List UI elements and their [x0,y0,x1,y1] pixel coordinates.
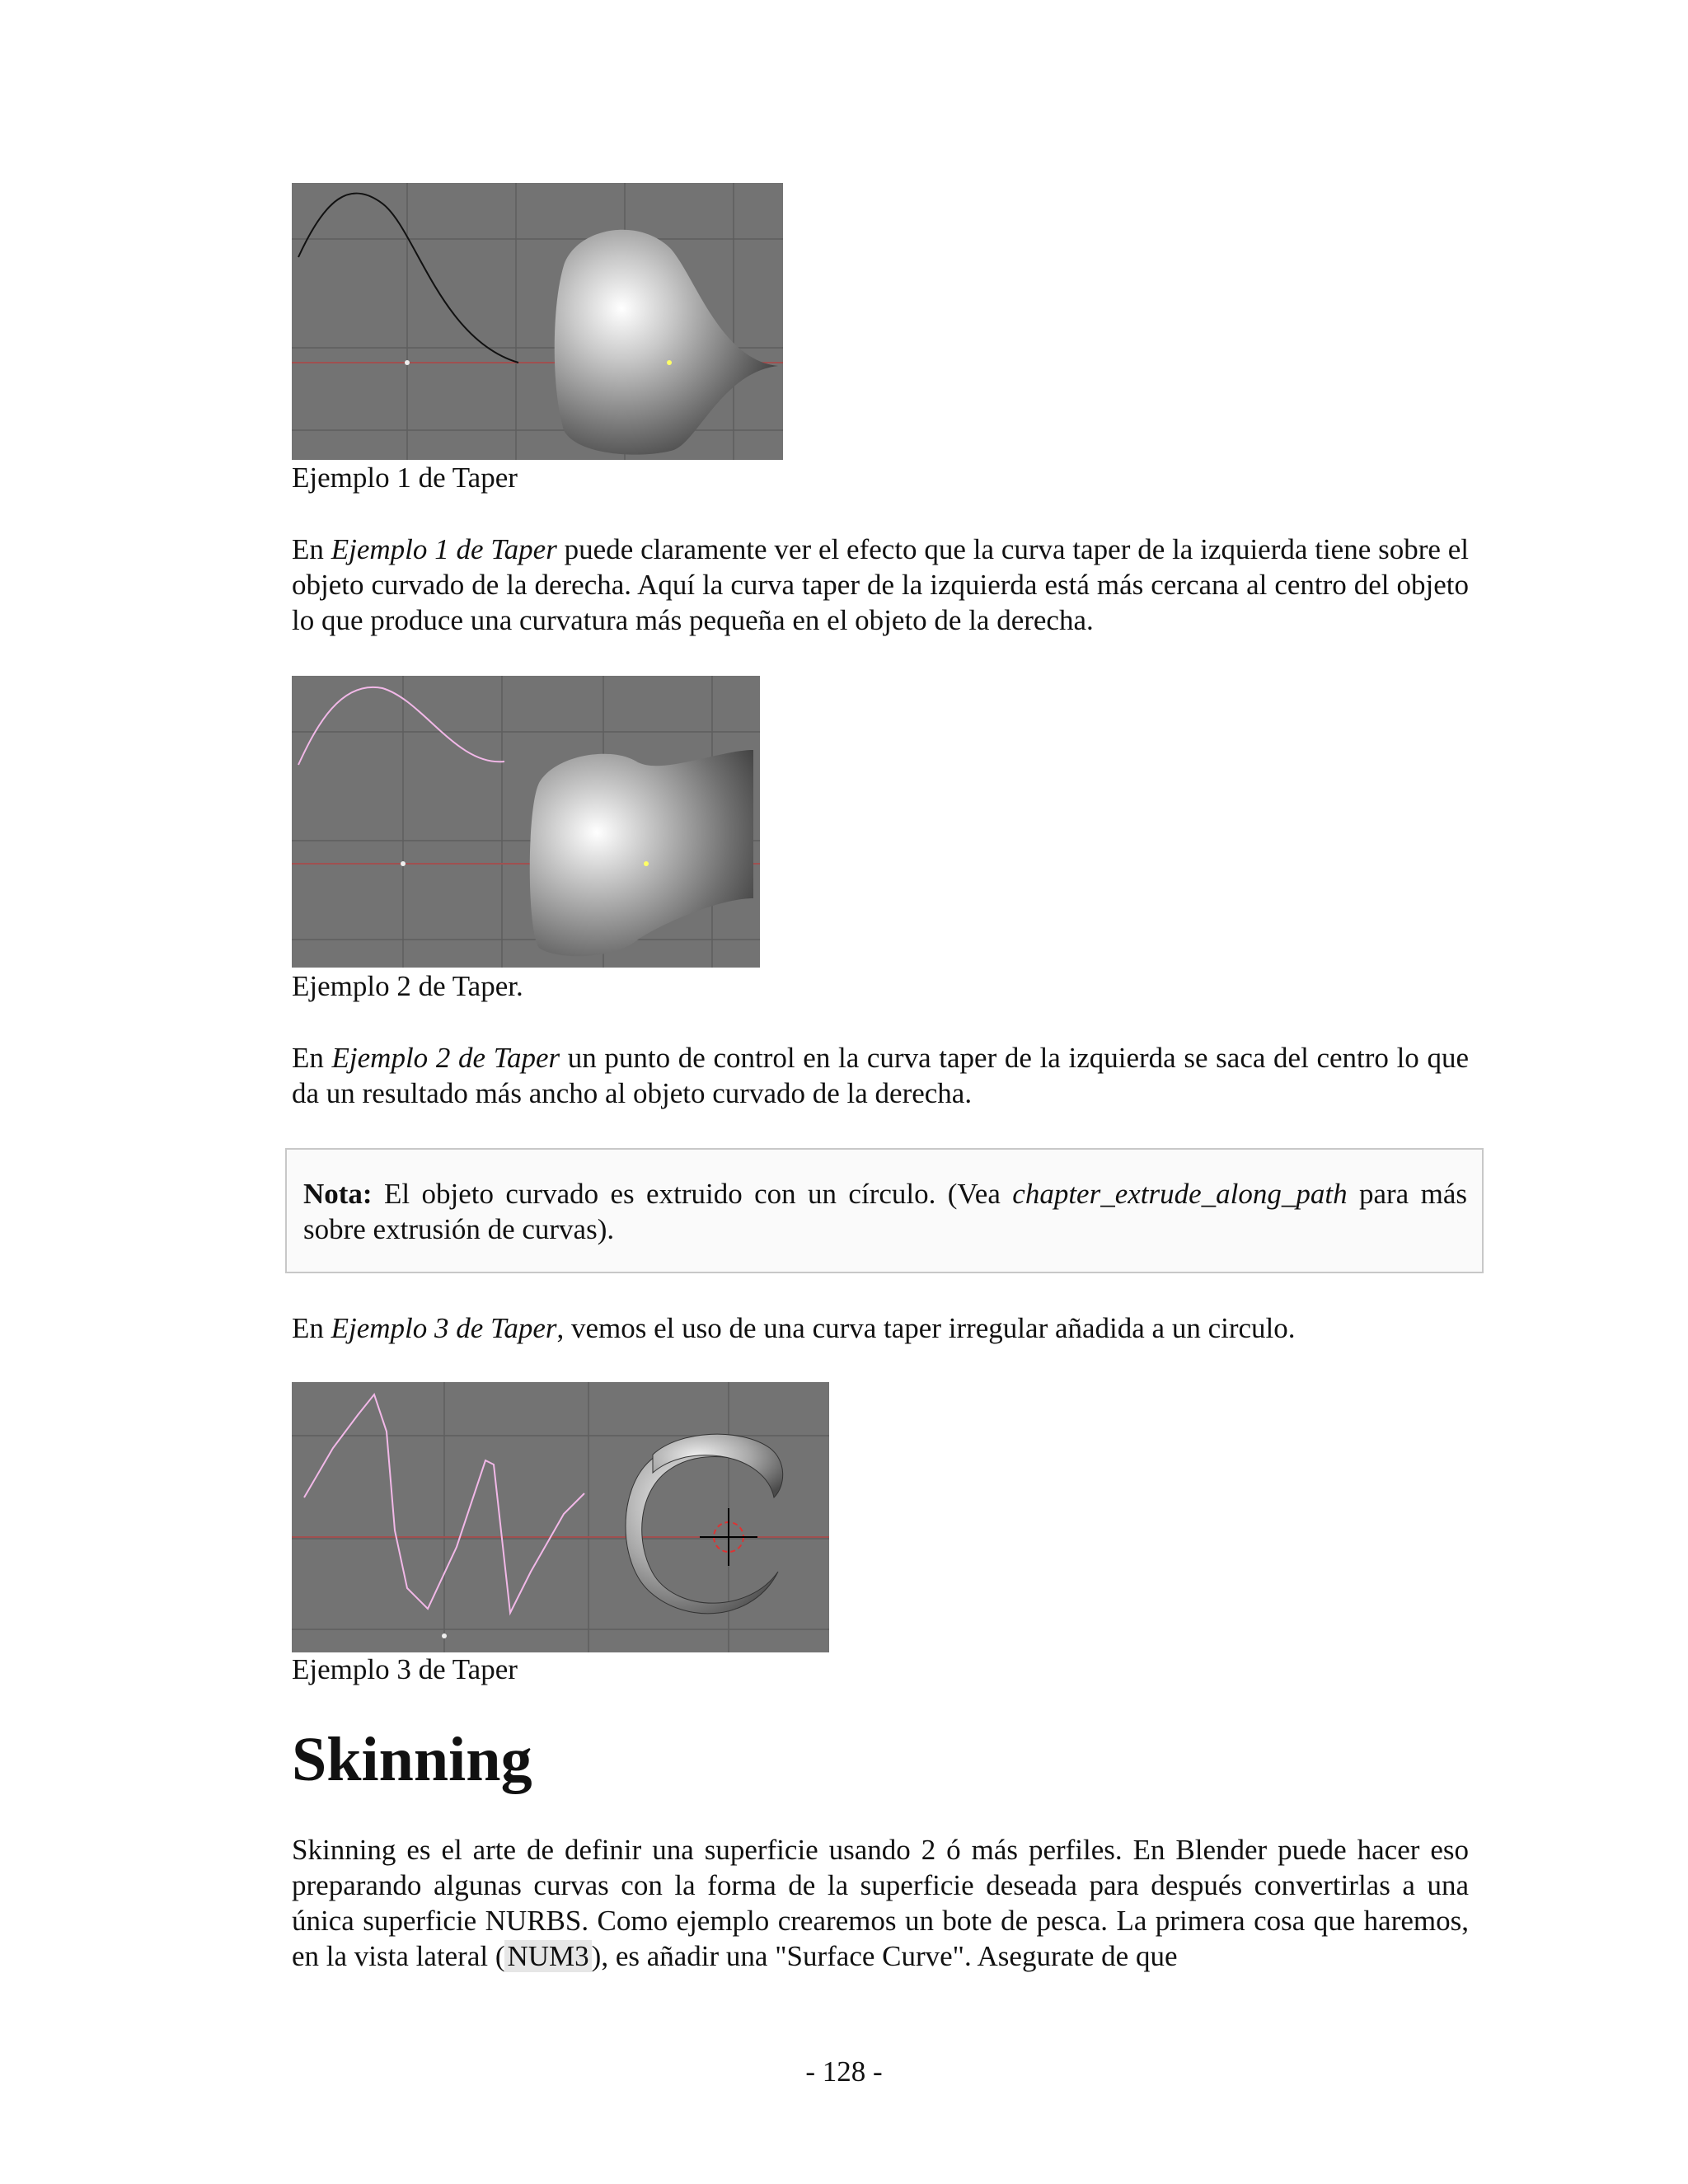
paragraph-skinning [292,1832,1469,1974]
paragraph-text-end: ), es añadir una "Surface Curve". Asegurate de que [591,1940,1178,1972]
paragraph-prefix: En [292,533,331,565]
tapered-object [555,230,778,455]
note-box [285,1148,1484,1273]
reference-taper-1: Ejemplo 1 de Taper [331,533,557,565]
reference-taper-3: Ejemplo 3 de Taper [331,1312,557,1344]
figure-3-caption: Ejemplo 3 de Taper [292,1653,518,1685]
paragraph-text: puede claramente ver el efecto que la curva taper de la izquierda tiene sobre el objeto curvado de la derecha. Aquí la curva taper de la izquierda está más cercana al centro del objeto lo que produce una curvatura más pequeña en el objeto de la derecha. [292,533,1469,636]
figure-taper-example-3 [292,1382,829,1652]
tapered-object [530,750,753,956]
reference-taper-2: Ejemplo 2 de Taper [331,1042,560,1074]
note-label: Nota: [303,1178,373,1210]
paragraph-taper-1 [292,532,1469,638]
note-text-before: El objeto curvado es extruido con un círculo. (Vea [372,1178,1013,1210]
paragraph-prefix: En [292,1312,331,1344]
figure-2-caption: Ejemplo 2 de Taper. [292,970,523,1002]
paragraph-text: Skinning es el arte de definir una superficie usando 2 ó más perfiles. En Blender puede hacer eso preparando algunas curvas con la forma de la superficie deseada para después convertirlas a una única superficie NURBS. Como ejemplo crearemos un bote de pesca. La primera cosa que haremos, en la vista lateral ( [292,1834,1469,1972]
figure-1-caption: Ejemplo 1 de Taper [292,462,518,494]
paragraph-taper-2 [292,1040,1469,1111]
figure-taper-example-2 [292,676,760,968]
paragraph-text: un punto de control en la curva taper de la izquierda se saca del centro lo que da un resultado más ancho al objeto curvado de la derecha. [292,1042,1469,1109]
section-heading: Skinning [292,1725,532,1794]
page-number: - 128 - [805,2055,883,2088]
note-text [303,1176,1467,1247]
paragraph-text: , vemos el uso de una curva taper irregular añadida a un circulo. [556,1312,1296,1344]
paragraph-taper-3 [292,1310,1469,1346]
note-text-after: para más sobre extrusión de curvas). [303,1178,1467,1245]
note-reference: chapter_extrude_along_path [1012,1178,1348,1210]
figure-taper-example-1 [292,183,783,460]
key-num3: NUM3 [504,1940,591,1972]
paragraph-prefix: En [292,1042,332,1074]
